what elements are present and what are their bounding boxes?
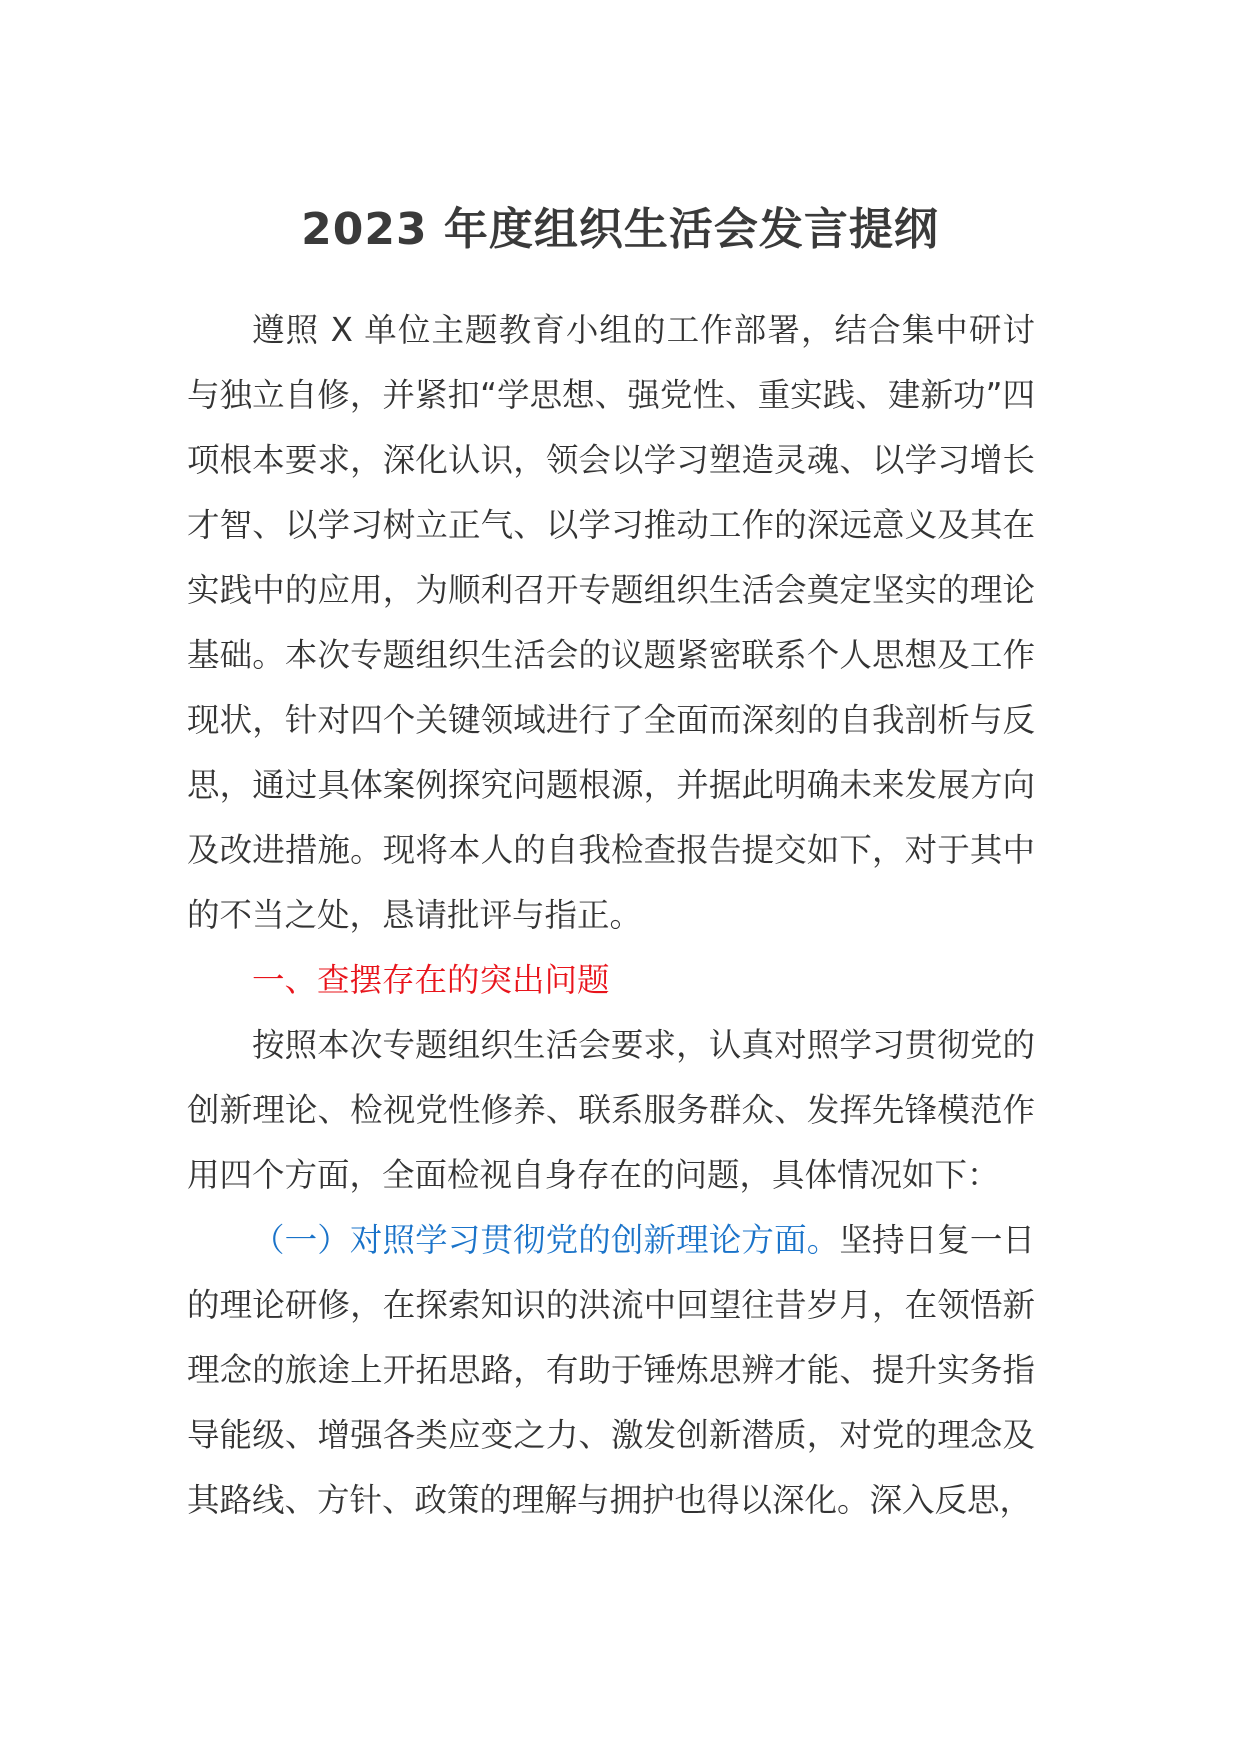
subsection-1-text: 坚持日复一日的理论研修，在探索知识的洪流中回望往昔岁月，在领悟新理念的旅途上开拓思路，有助于锤炼思辨才能、提升实务指导能级、增强各类应变之力、激发创新潜质，对党的理念及其路线、方针、政策的理解与拥护也得以深化。深入反思， xyxy=(187,1221,1035,1519)
subsection-heading-1: （一）对照学习贯彻党的创新理论方面。 xyxy=(252,1221,840,1259)
document-body xyxy=(187,298,1035,1533)
subsection-1-paragraph xyxy=(187,1208,1035,1533)
intro-paragraph: 遵照 X 单位主题教育小组的工作部署，结合集中研讨与独立自修，并紧扣“学思想、强党性、重实践、建新功”四项根本要求，深化认识，领会以学习塑造灵魂、以学习增长才智、以学习树立正气、以学习推动工作的深远意义及其在实践中的应用，为顺利召开专题组织生活会奠定坚实的理论基础。本次专题组织生活会的议题紧密联系个人思想及工作现状，针对四个关键领域进行了全面而深刻的自我剖析与反思，通过具体案例探究问题根源，并据此明确未来发展方向及改进措施。现将本人的自我检查报告提交如下，对于其中的不当之处，恳请批评与指正。 xyxy=(187,311,1035,934)
section-heading-1: 一、查摆存在的突出问题 xyxy=(252,961,610,999)
section-1-paragraph: 按照本次专题组织生活会要求，认真对照学习贯彻党的创新理论、检视党性修养、联系服务群众、发挥先锋模范作用四个方面，全面检视自身存在的问题，具体情况如下： xyxy=(187,1026,1035,1194)
document-title: 2023 年度组织生活会发言提纲 xyxy=(301,204,939,255)
